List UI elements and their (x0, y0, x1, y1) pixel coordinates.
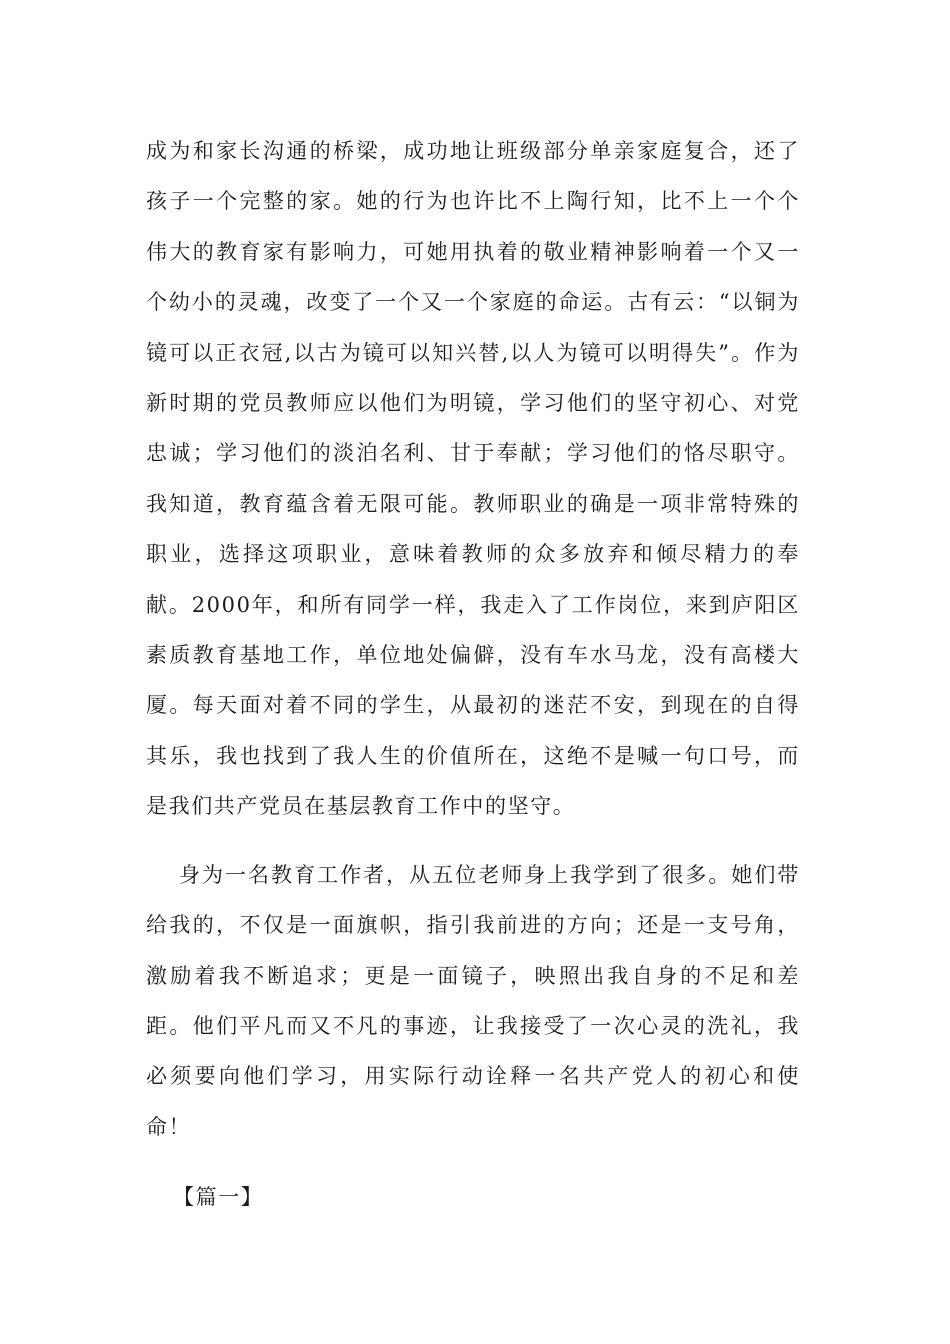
document-page (146, 126, 800, 1222)
body-paragraph-continuation: 成为和家长沟通的桥梁，成功地让班级部分单亲家庭复合，还了孩子一个完整的家。她的行为也许比不上陶行知，比不上一个个伟大的教育家有影响力，可她用执着的敬业精神影响着一个又一个幼小的灵魂，改变了一个又一个家庭的命运。古有云：“以铜为镜可以正衣冠,以古为镜可以知兴替,以人为镜可以明得失”。作为新时期的党员教师应以他们为明镜，学习他们的坚守初心、对党忠诚；学习他们的淡泊名利、甘于奉献；学习他们的恪尽职守。我知道，教育蕴含着无限可能。教师职业的确是一项非常特殊的职业，选择这项职业，意味着教师的众多放弃和倾尽精力的奉献。2000年，和所有同学一样，我走入了工作岗位，来到庐阳区素质教育基地工作，单位地处偏僻，没有车水马龙，没有高楼大厦。每天面对着不同的学生，从最初的迷茫不安，到现在的自得其乐，我也找到了我人生的价值所在，这绝不是喊一句口号，而是我们共产党员在基层教育工作中的坚守。 (146, 139, 800, 819)
body-paragraph-reflection: 身为一名教育工作者，从五位老师身上我学到了很多。她们带给我的，不仅是一面旗帜，指引我前进的方向；还是一支号角，激励着我不断追求；更是一面镜子，映照出我自身的不足和差距。他们平凡而又不凡的事迹，让我接受了一次心灵的洗礼，我必须要向他们学习，用实际行动诠释一名共产党人的初心和使命！ (146, 862, 800, 1139)
section-heading: 【篇一】 (173, 1185, 264, 1210)
